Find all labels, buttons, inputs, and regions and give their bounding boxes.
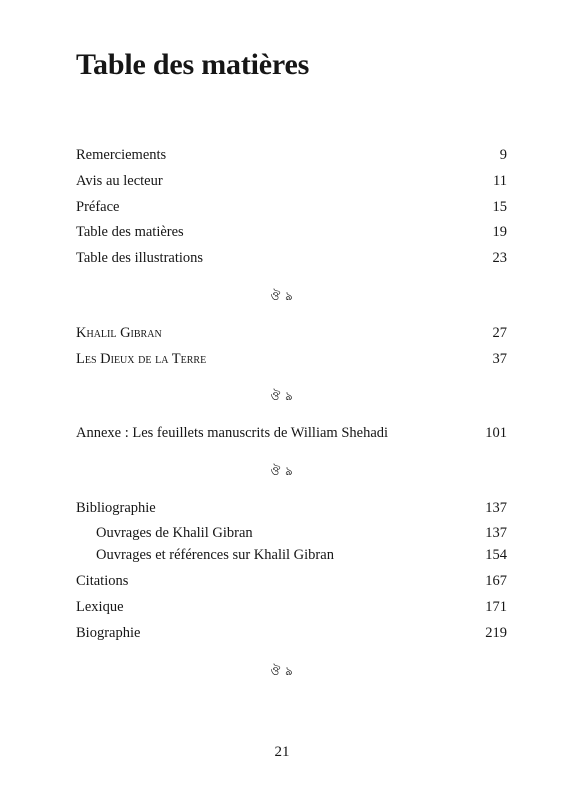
toc-entry-page: 23: [492, 250, 507, 266]
toc-entry-annexe[interactable]: [76, 422, 507, 444]
toc-entry-label: Les Dieux de la Terre: [76, 351, 207, 367]
toc-entry-page: 137: [485, 525, 507, 541]
toc-entry-page: 11: [493, 173, 507, 189]
toc-entry-remerciements[interactable]: [76, 144, 507, 166]
toc-entry-page: 171: [485, 599, 507, 615]
toc-entry-page: 9: [499, 147, 507, 163]
toc-entry-page: 15: [492, 199, 507, 215]
toc-entry-table-des-matieres[interactable]: [76, 221, 507, 243]
toc-entry-page: 27: [492, 325, 507, 341]
toc-entry-page: 101: [485, 425, 507, 441]
toc-entry-preface[interactable]: [76, 196, 507, 218]
toc-entry-page: 219: [485, 625, 507, 641]
toc-entry-label: Table des matières: [76, 224, 184, 240]
toc-entry-page: 19: [492, 224, 507, 240]
toc-entry-table-des-illustrations[interactable]: [76, 247, 507, 269]
ornament-divider: ঔ ঌ: [270, 464, 294, 478]
toc-entry-label: Annexe : Les feuillets manuscrits de William Shehadi: [76, 425, 389, 441]
toc-entry-page: 137: [485, 500, 507, 516]
toc-entry-label: Remerciements: [76, 147, 167, 163]
toc-subentry-ouvrages-de-khalil-gibran[interactable]: [96, 522, 507, 544]
toc-entry-label: Table des illustrations: [76, 250, 204, 266]
toc-entry-label: Ouvrages et références sur Khalil Gibran: [96, 547, 334, 563]
toc-entry-label: Avis au lecteur: [76, 173, 163, 189]
toc-entry-label: Lexique: [76, 599, 124, 615]
toc-subentry-ouvrages-et-references[interactable]: [96, 544, 507, 566]
toc-entry-page: 154: [485, 547, 507, 563]
toc-entry-label: Citations: [76, 573, 129, 589]
toc-entry-label: Bibliographie: [76, 500, 156, 516]
ornament-divider: ঔ ঌ: [270, 289, 294, 303]
ornament-divider: ঔ ঌ: [270, 664, 294, 678]
toc-entry-label: Préface: [76, 199, 120, 215]
toc-entry-page: 37: [492, 351, 507, 367]
toc-entry-bibliographie[interactable]: [76, 497, 507, 519]
ornament-divider: ঔ ঌ: [270, 389, 294, 403]
toc-entry-biographie[interactable]: [76, 622, 507, 644]
page-title: Table des matières: [76, 48, 310, 81]
toc-entry-label: Ouvrages de Khalil Gibran: [96, 525, 253, 541]
toc-entry-avis-au-lecteur[interactable]: [76, 170, 507, 192]
page-number: 21: [274, 744, 290, 760]
toc-entry-les-dieux-de-la-terre[interactable]: [76, 348, 507, 370]
toc-entry-citations[interactable]: [76, 570, 507, 592]
toc-entry-label: Biographie: [76, 625, 141, 641]
toc-entry-khalil-gibran[interactable]: [76, 322, 507, 344]
toc-entry-lexique[interactable]: [76, 596, 507, 618]
toc-entry-page: 167: [485, 573, 507, 589]
toc-entry-label: Khalil Gibran: [76, 325, 162, 341]
